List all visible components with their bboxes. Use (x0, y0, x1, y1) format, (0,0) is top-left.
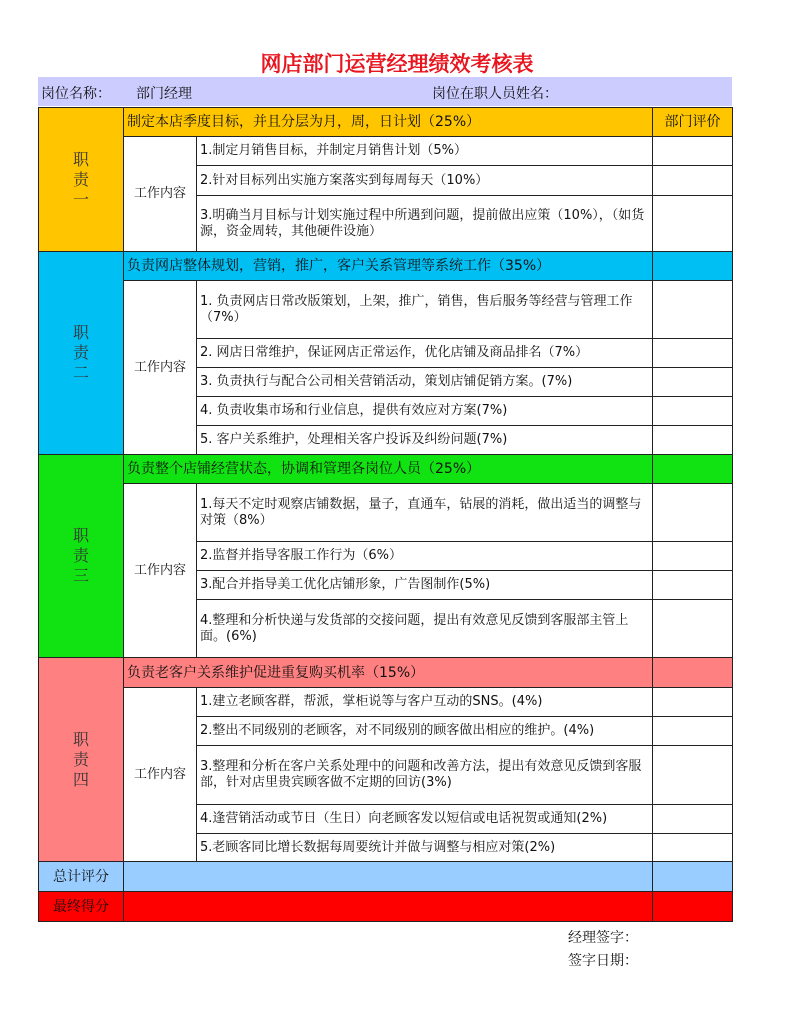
work-content-label: 工作内容 (124, 281, 197, 455)
table-row (39, 281, 733, 339)
task-score-cell[interactable] (653, 281, 733, 339)
section-title: 负责整个店铺经营状态，协调和管理各岗位人员（25%） (124, 455, 653, 484)
final-score-row-eval[interactable] (653, 892, 733, 922)
evaluation-table (38, 107, 733, 922)
section-header-row (39, 658, 733, 688)
task-score-cell[interactable] (653, 834, 733, 862)
signature-date-label: 签字日期： (568, 953, 638, 969)
task-score-cell[interactable] (653, 805, 733, 834)
task-item: 5.老顾客同比增长数据每周要统计并做与调整与相应对策(2%) (197, 834, 653, 862)
duty-label-text: 职责二 (73, 323, 90, 382)
task-item: 2.监督并指导客服工作行为（6%） (197, 542, 653, 571)
work-content-label: 工作内容 (124, 688, 197, 862)
task-score-cell[interactable] (653, 688, 733, 717)
task-item: 3.配合并指导美工优化店铺形象，广告图制作(5%) (197, 571, 653, 600)
duty-label (39, 252, 124, 455)
task-item: 1.每天不定时观察店铺数据，量子，直通车，钻展的消耗，做出适当的调整与对策（8%） (197, 484, 653, 542)
section-header-row (39, 455, 733, 484)
total-score-row-label: 总计评分 (39, 862, 124, 892)
task-score-cell[interactable] (653, 426, 733, 455)
task-score-cell[interactable] (653, 397, 733, 426)
total-score-row (39, 862, 733, 892)
duty-label (39, 658, 124, 862)
page-title: 网店部门运营经理绩效考核表 (260, 51, 534, 76)
work-content-label: 工作内容 (124, 137, 197, 252)
section-title: 负责网店整体规划，营销，推广，客户关系管理等系统工作（35%） (124, 252, 653, 281)
dept-eval-cell[interactable] (653, 455, 733, 484)
task-item: 1. 负责网店日常改版策划，上架，推广，销售，售后服务等经营与管理工作（7%） (197, 281, 653, 339)
task-score-cell[interactable] (653, 196, 733, 252)
dept-eval-cell[interactable]: 部门评价 (653, 108, 733, 137)
task-item: 3.整理和分析在客户关系处理中的问题和改善方法，提出有效意见反馈到客服部，针对店里贵宾顾客做不定期的回访(3%) (197, 746, 653, 805)
total-score-row-eval[interactable] (653, 862, 733, 892)
task-score-cell[interactable] (653, 600, 733, 658)
task-item: 1.制定月销售目标，并制定月销售计划（5%） (197, 137, 653, 166)
task-item: 2.整出不同级别的老顾客，对不同级别的顾客做出相应的维护。(4%) (197, 717, 653, 746)
task-score-cell[interactable] (653, 137, 733, 166)
task-item: 2.针对目标列出实施方案落实到每周每天（10%） (197, 166, 653, 196)
duty-label (39, 455, 124, 658)
task-score-cell[interactable] (653, 717, 733, 746)
task-item: 4.逢营销活动或节日（生日）向老顾客发以短信或电话祝贺或通知(2%) (197, 805, 653, 834)
duty-label-text: 职责一 (73, 149, 90, 209)
task-score-cell[interactable] (653, 571, 733, 600)
manager-signature-label: 经理签字： (568, 930, 638, 946)
total-score-row-value[interactable] (124, 862, 653, 892)
final-score-row (39, 892, 733, 922)
duty-label-text: 职责四 (73, 729, 90, 789)
task-item: 1.建立老顾客群，帮派，掌柜说等与客户互动的SNS。(4%) (197, 688, 653, 717)
task-score-cell[interactable] (653, 339, 733, 368)
section-title: 制定本店季度目标，并且分层为月，周，日计划（25%） (124, 108, 653, 137)
duty-label-text: 职责三 (73, 526, 90, 585)
section-header-row (39, 108, 733, 137)
task-item: 4.整理和分析快递与发货部的交接问题，提出有效意见反馈到客服部主管上面。(6%) (197, 600, 653, 658)
task-score-cell[interactable] (653, 542, 733, 571)
task-score-cell[interactable] (653, 368, 733, 397)
position-value[interactable]: 部门经理 (136, 86, 192, 102)
final-score-row-value[interactable] (124, 892, 653, 922)
task-score-cell[interactable] (653, 746, 733, 805)
task-item: 3.明确当月目标与计划实施过程中所遇到问题，提前做出应策（10%），（如货源，资金周转，其他硬件设施） (197, 196, 653, 252)
table-row (39, 688, 733, 717)
table-row (39, 137, 733, 166)
duty-label (39, 108, 124, 252)
table-row (39, 484, 733, 542)
section-header-row (39, 252, 733, 281)
section-title: 负责老客户关系维护促进重复购买机率（15%） (124, 658, 653, 688)
employee-name-label: 岗位在职人员姓名： (432, 86, 558, 102)
task-score-cell[interactable] (653, 484, 733, 542)
final-score-row-label: 最终得分 (39, 892, 124, 922)
dept-eval-cell[interactable] (653, 658, 733, 688)
task-item: 4. 负责收集市场和行业信息，提供有效应对方案(7%) (197, 397, 653, 426)
position-header-row (38, 77, 732, 106)
task-item: 3. 负责执行与配合公司相关营销活动，策划店铺促销方案。(7%) (197, 368, 653, 397)
work-content-label: 工作内容 (124, 484, 197, 658)
task-score-cell[interactable] (653, 166, 733, 196)
position-label: 岗位名称： (41, 86, 111, 102)
dept-eval-cell[interactable] (653, 252, 733, 281)
task-item: 2. 网店日常维护，保证网店正常运作，优化店铺及商品排名（7%） (197, 339, 653, 368)
task-item: 5. 客户关系维护，处理相关客户投诉及纠纷问题(7%) (197, 426, 653, 455)
